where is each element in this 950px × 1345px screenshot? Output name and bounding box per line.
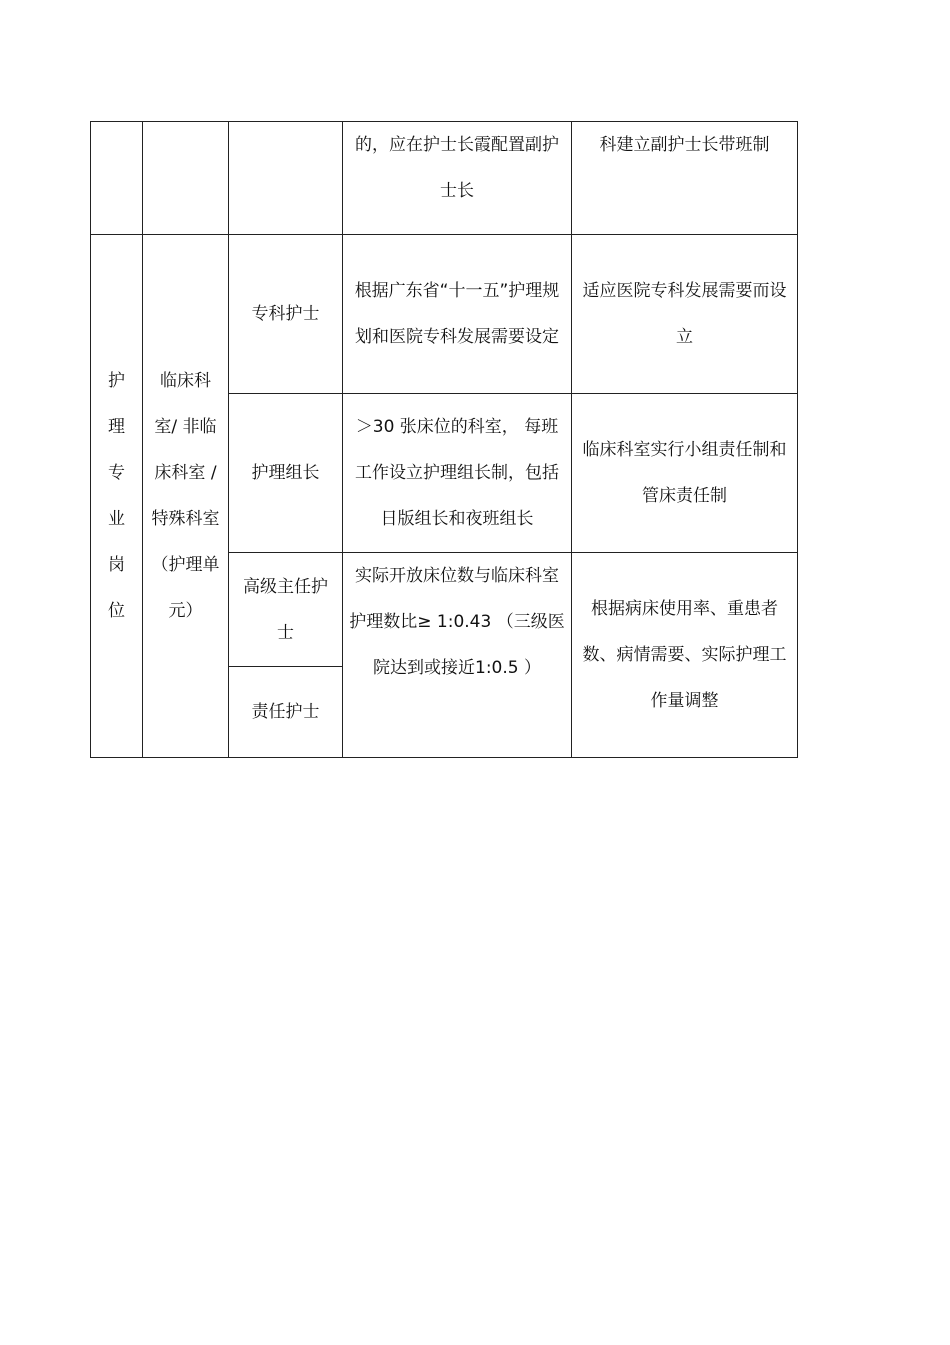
position-cell xyxy=(229,553,343,667)
note-text: 根据病床使用率、重患者数、病情需要、实际护理工作量调整 xyxy=(582,599,787,711)
note-cell xyxy=(572,235,798,394)
empty-cell xyxy=(143,122,229,235)
condition-cell xyxy=(343,235,572,394)
condition-text: 的，应在护士长霞配置副护士长 xyxy=(355,135,559,201)
condition-text: ＞30 张床位的科室， 每班工作设立护理组长制，包括日版组长和夜班组长 xyxy=(355,417,559,529)
position-cell xyxy=(229,394,343,553)
condition-text: 根据广东省“十一五”护理规划和医院专科发展需要设定 xyxy=(354,281,560,347)
note-text: 临床科室实行小组责任制和管床责任制 xyxy=(582,440,787,506)
note-cell xyxy=(572,122,798,235)
condition-cell xyxy=(343,122,572,235)
category-label: 护理专业岗位 xyxy=(108,371,125,621)
staffing-table-container xyxy=(90,121,798,758)
department-cell xyxy=(143,235,229,758)
staffing-table xyxy=(90,121,798,758)
empty-cell xyxy=(91,122,143,235)
empty-cell xyxy=(229,122,343,235)
note-text: 科建立副护士长带班制 xyxy=(599,135,770,155)
table-row xyxy=(91,235,798,394)
note-cell xyxy=(572,553,798,758)
category-cell xyxy=(91,235,143,758)
position-cell xyxy=(229,667,343,758)
condition-text: 实际开放床位数与临床科室护理数比≥ 1:0.43 （三级医院达到或接近1:0.5 ） xyxy=(349,566,565,678)
table-row xyxy=(91,122,798,235)
position-cell xyxy=(229,235,343,394)
position-label: 责任护士 xyxy=(251,702,320,722)
position-label: 护理组长 xyxy=(251,463,320,483)
condition-cell xyxy=(343,553,572,758)
position-label: 专科护士 xyxy=(251,304,320,324)
note-text: 适应医院专科发展需要而设立 xyxy=(582,281,787,347)
condition-cell xyxy=(343,394,572,553)
position-label: 高级主任护士 xyxy=(243,576,328,643)
note-cell xyxy=(572,394,798,553)
department-label: 临床科室/ 非临床科室 / 特殊科室（护理单元） xyxy=(151,371,220,621)
